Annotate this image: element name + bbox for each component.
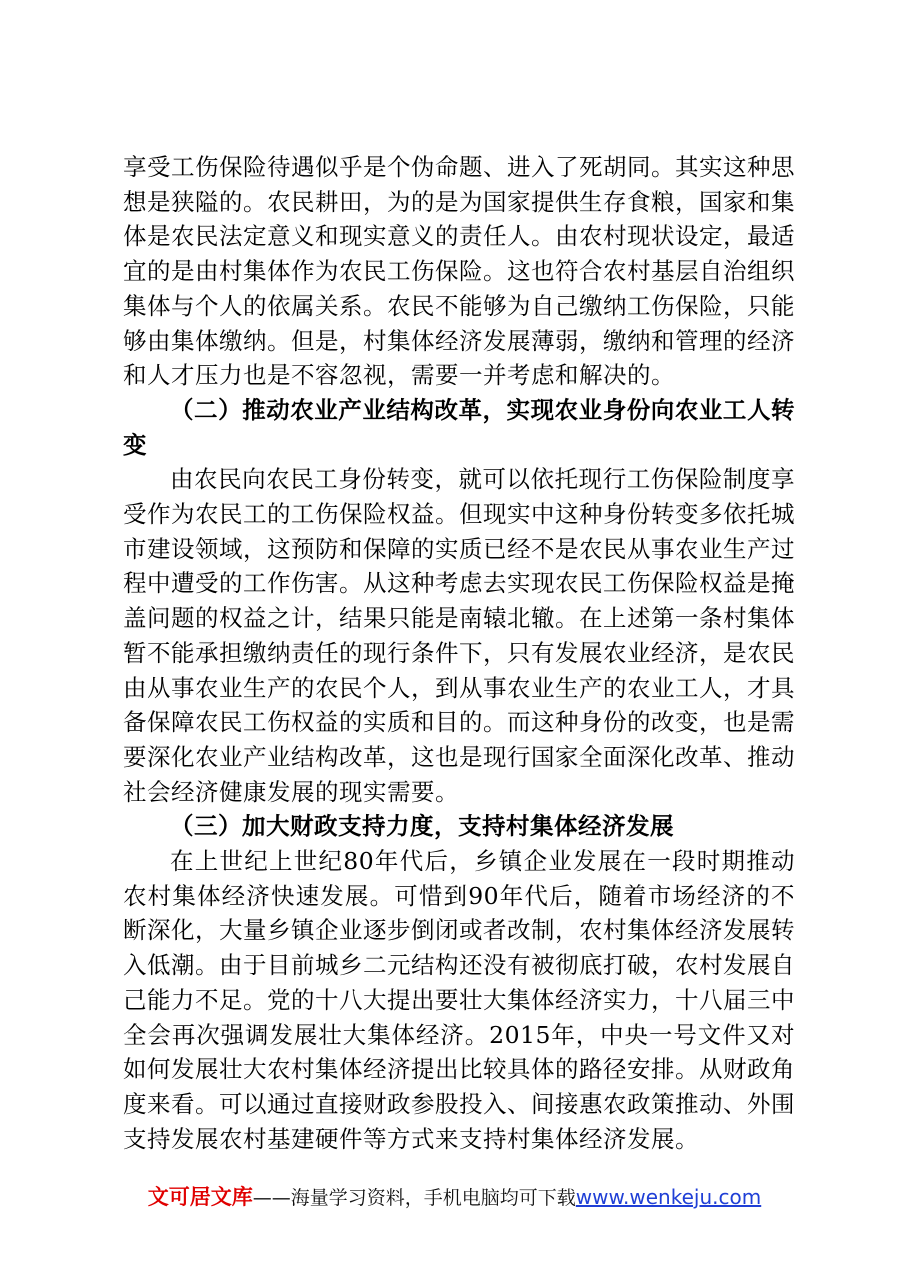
footer-brand: 文可居文库 — [147, 1185, 253, 1209]
section-heading: （二）推动农业产业结构改革，实现农业身份向农业工人转变 — [123, 395, 795, 459]
footer-link[interactable]: www.wenkeju.com — [575, 1185, 762, 1209]
page-footer — [0, 1184, 909, 1211]
body-paragraph: 由农民向农民工身份转变，就可以依托现行工伤保险制度享受作为农民工的工伤保险权益。但现实中这种身份转变多依托城市建设领域，这预防和保障的实质已经不是农民从事农业生产过程中遭受的工作伤害。从这种考虑去实现农民工伤保险权益是掩盖问题的权益之计，结果只能是南辕北辙。在上述第一条村集体暂不能承担缴纳责任的现行条件下，只有发展农业经济，是农民由从事农业生产的农民个人，到从事农业生产的农业工人，才具备保障农民工伤权益的实质和目的。而这种身份的改变，也是需要深化农业产业结构改革，这也是现行国家全面深化改革、推动社会经济健康发展的现实需要。 — [123, 465, 795, 806]
body-paragraph: 在上世纪上世纪80年代后，乡镇企业发展在一段时期推动农村集体经济快速发展。可惜到90年代后，随着市场经济的不断深化，大量乡镇企业逐步倒闭或者改制，农村集体经济发展转入低潮。由于目前城乡二元结构还没有被彻底打破，农村发展自己能力不足。党的十八大提出要壮大集体经济实力，十八届三中全会再次强调发展壮大集体经济。2015年，中央一号文件又对如何发展壮大农村集体经济提出比较具体的路径安排。从财政角度来看。可以通过直接财政参股投入、间接惠农政策推动、外围支持发展农村基建硬件等方式来支持村集体经济发展。 — [123, 847, 795, 1153]
section-heading: （三）加大财政支持力度，支持村集体经济发展 — [170, 812, 674, 841]
body-paragraph: 享受工伤保险待遇似乎是个伪命题、进入了死胡同。其实这种思想是狭隘的。农民耕田，为的是为国家提供生存食粮，国家和集体是农民法定意义和现实意义的责任人。由农村现状设定，最适宜的是由村集体作为农民工伤保险。这也符合农村基层自治组织集体与个人的依属关系。农民不能够为自己缴纳工伤保险，只能够由集体缴纳。但是，村集体经济发展薄弱，缴纳和管理的经济和人才压力也是不容忽视，需要一并考虑和解决的。 — [123, 153, 795, 390]
document-body — [123, 150, 795, 1156]
footer-tagline: ——海量学习资料，手机电脑均可下载 — [252, 1187, 576, 1209]
